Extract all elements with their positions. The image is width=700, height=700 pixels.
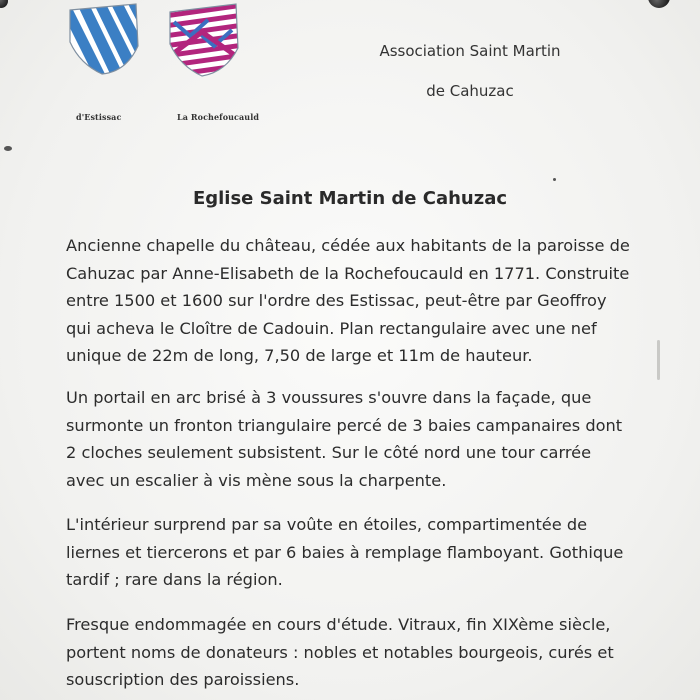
crest-caption-estissac: d'Estissac [76,112,122,122]
text-line: Fresque endommagée en cours d'étude. Vitraux, fin XIXème siècle, [66,615,611,634]
text-line: avec un escalier à vis mène sous la charpente. [66,470,447,490]
text-line: unique de 22m de long, 7,50 de large et 11m de hauteur. [66,346,533,365]
text-line: tardif ; rare dans la région. [66,570,283,589]
association-name-line2: de Cahuzac [426,82,514,100]
text-line: portent noms de donateurs : nobles et notables bourgeois, curés et [66,642,614,662]
text-line: Cahuzac par Anne-Elisabeth de la Rochefoucauld en 1771. Construite [66,263,630,283]
scratch-mark [657,340,660,380]
paragraph-exterior [66,384,656,494]
screw-head-icon [648,0,670,8]
estissac-coat-of-arms-icon [66,2,144,78]
text-line: entre 1500 et 1600 sur l'ordre des Estissac, peut-être par Geoffroy [66,291,607,310]
crest-caption-la-rochefoucauld: La Rochefoucauld [177,112,260,122]
text-line: L'intérieur surprend par sa voûte en étoiles, compartimentée de [66,515,588,534]
association-name-line1: Association Saint Martin [379,42,561,60]
paragraph-history [66,232,656,370]
la-rochefoucauld-coat-of-arms-icon [164,2,242,78]
text-line: Un portail en arc brisé à 3 voussures s'ouvre dans la façade, que [66,388,592,407]
text-line: Ancienne chapelle du château, cédée aux habitants de la paroisse de [66,236,630,255]
text-line: liernes et tiercerons et par 6 baies à remplage flamboyant. Gothique [66,542,624,562]
text-line: surmonte un fronton triangulaire percé de 3 baies campanaires dont [66,415,623,435]
paragraph-fresco [66,611,656,694]
dirt-speck [553,178,556,181]
dirt-speck [4,146,12,151]
text-line: souscription des paroissiens. [66,670,300,689]
text-line: 2 cloches seulement subsistent. Sur le côté nord une tour carrée [66,443,592,462]
screw-head-icon [0,0,8,8]
text-line: qui acheva le Cloître de Cadouin. Plan rectangulaire avec une nef [66,318,597,338]
paragraph-interior [66,511,656,594]
page-title: Eglise Saint Martin de Cahuzac [192,188,508,209]
